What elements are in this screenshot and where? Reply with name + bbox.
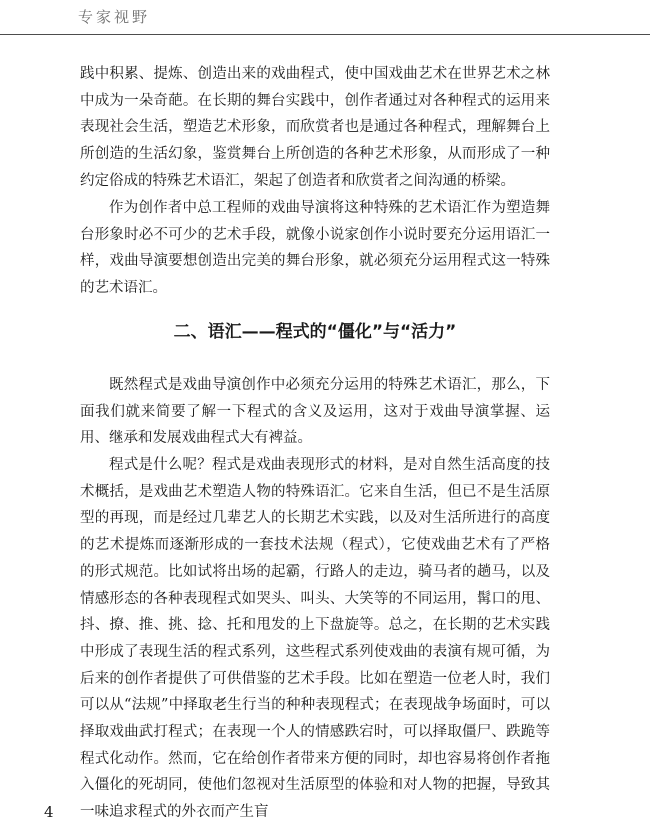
running-header: 专家视野: [78, 8, 151, 26]
paragraph-3: 既然程式是戏曲导演创作中必须充分运用的特殊艺术语汇，那么，下面我们就来简要了解一下程式的含义及运用，这对于戏曲导演掌握、运用、继承和发展戏曲程式大有裨益。: [80, 377, 550, 447]
paragraph-2: 作为创作者中总工程师的戏曲导演将这种特殊的艺术语汇作为塑造舞台形象时必不可少的艺术手段，就像小说家创作小说时要充分运用语汇一样，戏曲导演要想创造出完美的舞台形象，就必须充分运用程式这一特殊的艺术语汇。: [80, 200, 550, 297]
section-heading: 二、语汇——程式的“僵化”与“活力”: [173, 322, 457, 342]
paragraph-4: 程式是什么呢？程式是戏曲表现形式的材料，是对自然生活高度的技术概括，是戏曲艺术塑造人物的特殊语汇。它来自生活，但已不是生活原型的再现，而是经过几辈艺人的长期艺术实践，以及对生活所进行的高度的艺术提炼而逐渐形成的一套技术法规（程式），它使戏曲艺术有了严格的形式规范。比如试将出场的起霸，行路人的走边，骑马者的趟马，以及情感形态的各种表现程式如哭头、叫头、大笑等的不同运用，髯口的甩、抖、撩、推、挑、捻、托和甩发的上下盘旋等。总之，在长期的艺术实践中形成了表现生活的程式系列，这些程式系列使戏曲的表演有规可循，为后来的创作者提供了可供借鉴的艺术手段。比如在塑造一位老人时，我们可以从“法规”中择取老生行当的种种表现程式；在表现战争场面时，可以择取戏曲武打程式；在表现一个人的情感跌宕时，可以择取僵尸、跌跪等程式化动作。然而，它在给创作者带来方便的同时，却也容易将创作者拖入僵化的死胡同，使他们忽视对生活原型的体验和对人物的把握，导致其一味追求程式的外衣而产生盲: [80, 457, 550, 821]
page-number: 4: [44, 803, 54, 821]
header-rule: [0, 34, 650, 35]
paragraph-1: 践中积累、提炼、创造出来的戏曲程式，使中国戏曲艺术在世界艺术之林中成为一朵奇葩。在长期的舞台实践中，创作者通过对各种程式的运用来表现社会生活，塑造艺术形象，而欣赏者也是通过各种程式，理解舞台上所创造的生活幻象，鉴赏舞台上所创造的各种艺术形象，从而形成了一种约定俗成的特殊艺术语汇，架起了创造者和欣赏者之间沟通的桥梁。: [80, 66, 550, 189]
